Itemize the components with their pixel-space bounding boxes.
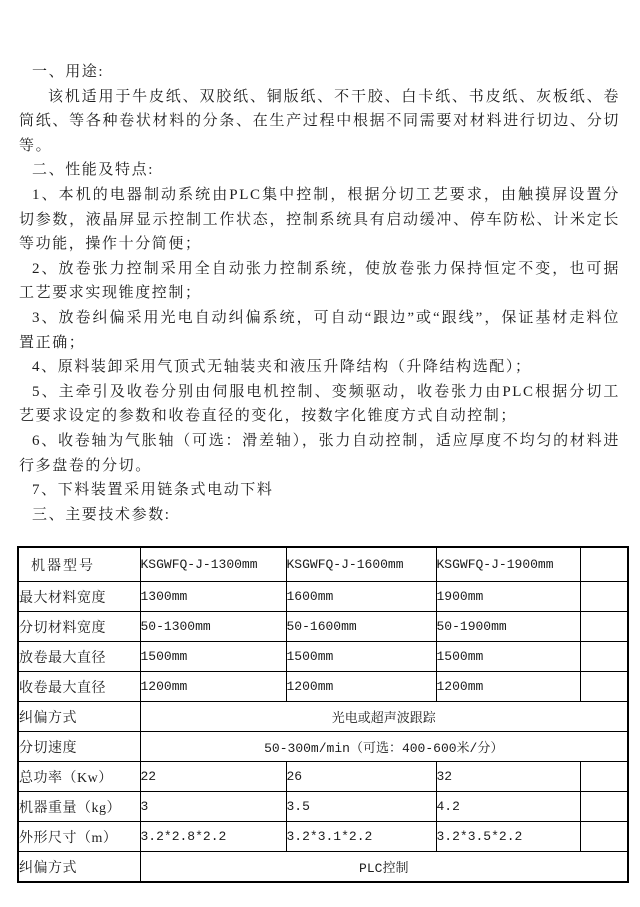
spec-value: 1200mm	[286, 672, 436, 702]
table-row-power	[18, 762, 628, 792]
feature-item-5: 5、主牵引及收卷分别由伺服电机控制、变频驱动，收卷张力由PLC根据分切工艺要求设定的参数和收卷直径的变化，按数字化锥度方式自动控制；	[19, 383, 620, 425]
spec-table	[17, 546, 629, 883]
empty-cell	[580, 612, 628, 642]
spec-value: 26	[286, 762, 436, 792]
spec-value: 50-1300mm	[140, 612, 286, 642]
spec-value: 3.2*3.1*2.2	[286, 822, 436, 852]
table-row-model	[18, 547, 628, 582]
table-row-plc	[18, 852, 628, 883]
spec-value: 1500mm	[436, 642, 580, 672]
row-label: 放卷最大直径	[18, 642, 140, 672]
row-label: 纠偏方式	[18, 852, 140, 883]
empty-cell	[580, 762, 628, 792]
merged-value-cell: 光电或超声波跟踪	[140, 702, 628, 732]
feature-item-2: 2、放卷张力控制采用全自动张力控制系统，使放卷张力保持恒定不变，也可据工艺要求实现锥度控制；	[19, 260, 620, 302]
spec-value: 1500mm	[286, 642, 436, 672]
spec-value: 1500mm	[140, 642, 286, 672]
spec-value: 1200mm	[140, 672, 286, 702]
table-row-slit-width	[18, 612, 628, 642]
spec-table-container	[17, 546, 629, 883]
spec-value: 3	[140, 792, 286, 822]
spec-value: 3.2*2.8*2.2	[140, 822, 286, 852]
spec-value: 1600mm	[286, 582, 436, 612]
table-row-correction	[18, 702, 628, 732]
section-heading-specs: 三、主要技术参数:	[32, 506, 171, 523]
spec-value: KSGWFQ-J-1300mm	[140, 547, 286, 582]
table-row-dimensions	[18, 822, 628, 852]
empty-cell	[580, 792, 628, 822]
spec-value: 3.2*3.5*2.2	[436, 822, 580, 852]
spec-value: 1900mm	[436, 582, 580, 612]
empty-cell	[580, 642, 628, 672]
row-label: 分切速度	[18, 732, 140, 762]
feature-item-3: 3、放卷纠偏采用光电自动纠偏系统，可自动“跟边”或“跟线”，保证基材走料位置正确；	[19, 309, 620, 351]
merged-value-cell: 50-300m/min（可选：400-600米/分）	[140, 732, 628, 762]
row-label: 纠偏方式	[18, 702, 140, 732]
spec-value: 22	[140, 762, 286, 792]
table-row-weight	[18, 792, 628, 822]
spec-value: 3.5	[286, 792, 436, 822]
feature-item-1: 1、本机的电器制动系统由PLC集中控制，根据分切工艺要求，由触摸屏设置分切参数，液晶屏显示控制工作状态，控制系统具有启动缓冲、停车防松、计米定长等功能，操作十分简便；	[19, 186, 620, 253]
feature-item-6: 6、收卷轴为气胀轴（可选：滑差轴），张力自动控制，适应厚度不均匀的材料进行多盘卷的分切。	[19, 432, 620, 474]
feature-item-7: 7、下料装置采用链条式电动下料	[32, 482, 274, 499]
spec-value: 4.2	[436, 792, 580, 822]
spec-value: 32	[436, 762, 580, 792]
spec-value: 50-1600mm	[286, 612, 436, 642]
table-row-rewind-dia	[18, 672, 628, 702]
table-row-unwind-dia	[18, 642, 628, 672]
document-body	[19, 60, 620, 527]
row-label: 机器型号	[18, 547, 140, 582]
row-label: 总功率（Kw）	[18, 762, 140, 792]
section-heading-usage: 一、用途:	[32, 64, 105, 80]
spec-value: KSGWFQ-J-1600mm	[286, 547, 436, 582]
row-label: 最大材料宽度	[18, 582, 140, 612]
spec-value: 1200mm	[436, 672, 580, 702]
empty-cell	[580, 582, 628, 612]
spec-value: KSGWFQ-J-1900mm	[436, 547, 580, 582]
empty-cell	[580, 547, 628, 582]
empty-cell	[580, 822, 628, 852]
usage-paragraph: 该机适用于牛皮纸、双胶纸、铜版纸、不干胶、白卡纸、书皮纸、灰板纸、卷筒纸、等各种卷状材料的分条、在生产过程中根据不同需要对材料进行切边、分切等。	[19, 88, 620, 154]
feature-item-4: 4、原料装卸采用气顶式无轴装夹和液压升降结构（升降结构选配）；	[32, 359, 532, 376]
spec-value: 50-1900mm	[436, 612, 580, 642]
spec-value: 1300mm	[140, 582, 286, 612]
row-label: 机器重量（kg）	[18, 792, 140, 822]
merged-value-cell: PLC控制	[140, 852, 628, 883]
row-label: 外形尺寸（m）	[18, 822, 140, 852]
row-label: 分切材料宽度	[18, 612, 140, 642]
table-row-speed	[18, 732, 628, 762]
table-row-max-width	[18, 582, 628, 612]
empty-cell	[580, 672, 628, 702]
section-heading-features: 二、性能及特点:	[32, 162, 154, 179]
row-label: 收卷最大直径	[18, 672, 140, 702]
